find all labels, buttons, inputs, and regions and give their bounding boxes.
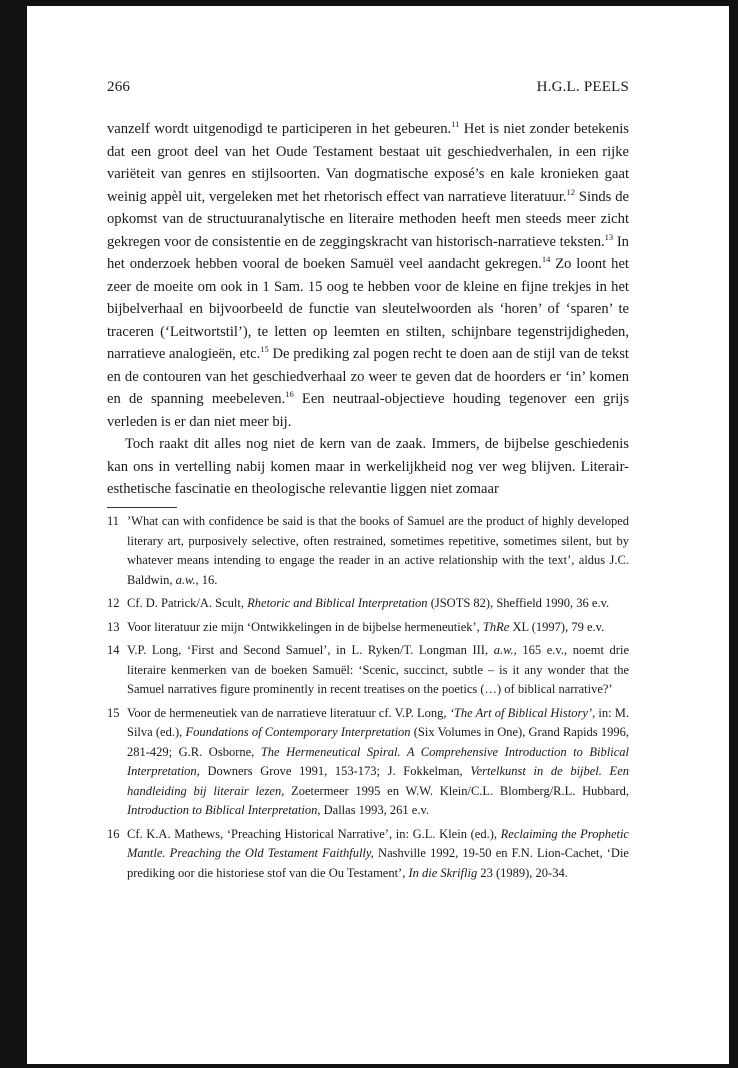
footnote-number: 11 <box>107 514 120 528</box>
scan-border-bottom <box>0 1064 738 1068</box>
footnote-rule <box>107 507 177 508</box>
footnote-ref: 12 <box>566 186 576 197</box>
body-text <box>107 118 629 501</box>
paragraph-2: Toch raakt dit alles nog niet de kern van de zaak. Immers, de bijbelse geschiedenis kan ons in vertelling nabij komen maar in werkelijkheid nog ver weg blijven. Literair-esthetische fascinatie en theologische relevantie liggen niet zomaar <box>107 436 629 497</box>
footnote-number: 16 <box>107 826 120 841</box>
footnote-ref: 13 <box>604 231 614 242</box>
scan-border-top <box>0 0 738 6</box>
footnote-ref: 14 <box>541 254 551 264</box>
footnote-ref: 15 <box>260 344 269 354</box>
page-header <box>107 79 629 96</box>
footnote-13: 13 Voor literatuur zie mijn ‘Ontwikkelingen in de bijbelse hermeneutiek’, ThRe XL (1997), 79 e.v. <box>107 618 629 638</box>
page-number: 266 <box>107 79 131 95</box>
footnote-number: 14 <box>107 643 120 657</box>
footnote-ref: 16 <box>285 389 294 399</box>
footnote-11: 11 ’What can with confidence be said is that the books of Samuel are the product of highly developed literary art, purposively selective, often restrained, sometimes repetitive, sometimes silent, but by whatever means intending to engage the reader in an active relationship with the text’, aldus J.C. Baldwin, a.w., 16. <box>107 514 629 587</box>
footnote-number: 13 <box>107 619 120 634</box>
footnote-ref: 11 <box>451 119 460 129</box>
footnote-12: 12 Cf. D. Patrick/A. Scult, Rhetoric and Biblical Interpretation (JSOTS 82), Sheffield 1990, 36 e.v. <box>107 594 629 614</box>
footnote-14: 14 V.P. Long, ‘First and Second Samuel’, in L. Ryken/T. Longman III, a.w., 165 e.v., noemt drie literaire kenmerken van de boeken Samuël: ‘Scenic, succinct, subtle – is it any wonder that the Samuel narratives figure prominently in recent treatises on the poetics (…) of biblical narrative?’ <box>107 643 629 696</box>
scan-border-right <box>729 0 738 1068</box>
footnote-16: 16 Cf. K.A. Mathews, ‘Preaching Historical Narrative’, in: G.L. Klein (ed.), Reclaiming the Prophetic Mantle. Preaching the Old Testament Faithfully, Nashville 1992, 19-50 en F.N. Lion-Cachet, ‘Die prediking oor die historiese stof van die Ou Testament’, In die Skriflig 23 (1989), 20-34. <box>107 826 629 880</box>
footnote-number: 12 <box>107 596 120 610</box>
scan-border-left <box>0 0 27 1068</box>
footnote-number: 15 <box>107 705 120 720</box>
paragraph-1: vanzelf wordt uitgenodigd te participeren in het gebeuren.$^{11}$ Het is niet zonder betekenis dat een groot deel van het Oude Testament bestaat uit geschiedverhalen, in een rijke variëteit van genres en stijlsoorten. Van dogmatische exposé’s en kale kronieken gaat weinig appèl uit, vergeleken met het rhetorisch effect van narratieve literatuur.$^{12}$ Sinds de opkomst van de structuuranalytische en literaire methoden heeft men steeds meer zicht gekregen voor de consistentie en de zeggingskracht van historisch-narratieve teksten.$^{13}$ In het onderzoek hebben vooral de boeken Samuël veel aandacht gekregen.$^{14}$ Zo loont het zeer de moeite om ook in 1 Sam. 15 oog te hebben voor de kleine en fijne trekjes in het bijbelverhaal en bijvoorbeeld de functie van sleutelwoorden als ‘horen’ of ‘sparen’ te traceren (‘Leitwortstil’), te letten op leemten en stilten, schijnbare tegenstrijdigheden, narratieve analogieën, etc.$^{15}$ De prediking zal pogen recht te doen aan de stijl van de tekst en de contouren van het geschiedverhaal zo weer te geven dat de hoorders er ‘in’ komen en de spanning meebeleven.$^{16}$ Een neutraal-objectieve houding tegenover een grijs verleden is er dan niet meer bij. <box>107 119 630 430</box>
running-head: H.G.L. PEELS <box>536 79 629 95</box>
footnote-15: 15 Voor de hermeneutiek van de narratieve literatuur cf. V.P. Long, ‘The Art of Biblical History’, in: M. Silva (ed.), Foundations of Contemporary Interpretation (Six Volumes in One), Grand Rapids 1996, 281-429; G.R. Osborne, The Hermeneutical Spiral. A Comprehensive Introduction to Biblical Interpretation, Downers Grove 1991, 153-173; J. Fokkelman, Vertelkunst in de bijbel. Een handleiding bij literair lezen, Zoetermeer 1995 en W.W. Klein/C.L. Blomberg/R.L. Hubbard, Introduction to Biblical Interpretation, Dallas 1993, 261 e.v. <box>107 705 629 817</box>
footnotes <box>107 512 629 887</box>
